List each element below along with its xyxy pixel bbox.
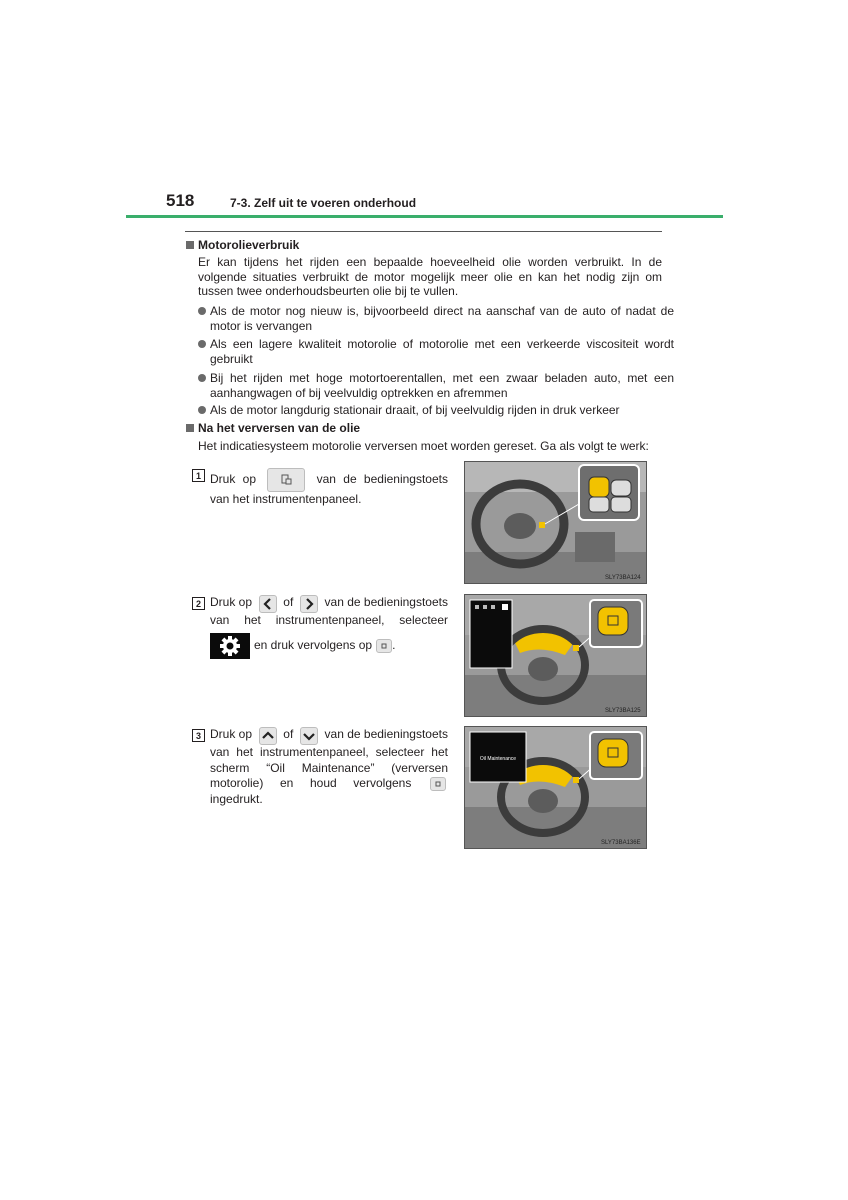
square-bullet-icon bbox=[186, 241, 194, 249]
list-item: Als een lagere kwaliteit motorolie of motorolie met een verkeerde viscositeit wordt gebruikt bbox=[198, 337, 674, 366]
round-bullet-icon bbox=[198, 307, 206, 315]
header-rule bbox=[126, 215, 723, 218]
round-bullet-icon bbox=[198, 406, 206, 414]
figure-step-1 bbox=[464, 461, 647, 584]
figure-code: SLY73BA136E bbox=[601, 840, 641, 846]
step-2-text: Druk op of van de bedieningstoets van het instrumentenpaneel, selecteer en druk vervolgens op . bbox=[210, 595, 448, 659]
after-oil-change-intro: Het indicatiesysteem motorolie verversen moet worden gereset. Ga als volgt te werk: bbox=[198, 439, 649, 453]
step-3-text: Druk op of van de bedieningstoets van het instrumentenpaneel, selecteer het scherm “Oil Maintenance” (verversen motorolie) en houd vervolgens ingedrukt. bbox=[210, 727, 448, 806]
gear-icon bbox=[210, 633, 250, 659]
round-bullet-icon bbox=[198, 340, 206, 348]
oil-consumption-intro: Er kan tijdens het rijden een bepaalde hoeveelheid olie worden verbruikt. In de volgende situaties verbruikt de motor mogelijk meer olie en kan het nodig zijn om tussen twee onderhoudsbeurten olie bij te vullen. bbox=[198, 255, 662, 299]
step-number: 3 bbox=[192, 729, 205, 742]
section-heading-oil-consumption: Motorolieverbruik bbox=[186, 238, 299, 252]
page-number: 518 bbox=[166, 191, 195, 210]
list-item: Bij het rijden met hoge motortoerentallen, met een zwaar beladen auto, met een aanhangwagen of bij veelvuldig optrekken en afremmen bbox=[198, 371, 674, 400]
step-number: 1 bbox=[192, 469, 205, 482]
screen-label: Oil Maintenance bbox=[479, 756, 517, 762]
display-toggle-icon bbox=[267, 468, 305, 492]
square-bullet-icon bbox=[186, 424, 194, 432]
enter-button-icon bbox=[430, 777, 446, 791]
step-number: 2 bbox=[192, 597, 205, 610]
enter-button-icon bbox=[376, 639, 392, 653]
round-bullet-icon bbox=[198, 374, 206, 382]
figure-code: SLY73BA124 bbox=[605, 575, 641, 581]
chevron-up-icon bbox=[259, 727, 277, 745]
list-item: Als de motor langdurig stationair draait, of bij veelvuldig rijden in druk verkeer bbox=[198, 403, 674, 418]
chevron-down-icon bbox=[300, 727, 318, 745]
figure-step-2 bbox=[464, 594, 647, 717]
step-1-text: Druk op van de bedieningstoets van het instrumentenpaneel. bbox=[210, 468, 448, 508]
chevron-right-icon bbox=[300, 595, 318, 613]
section-rule bbox=[185, 231, 662, 232]
chevron-left-icon bbox=[259, 595, 277, 613]
figure-step-3 bbox=[464, 726, 647, 849]
section-heading-after-oil-change: Na het verversen van de olie bbox=[186, 421, 360, 435]
figure-code: SLY73BA125 bbox=[605, 708, 641, 714]
list-item: Als de motor nog nieuw is, bijvoorbeeld direct na aanschaf van de auto of nadat de motor is vervangen bbox=[198, 304, 674, 333]
chapter-title: 7-3. Zelf uit te voeren onderhoud bbox=[230, 196, 417, 210]
